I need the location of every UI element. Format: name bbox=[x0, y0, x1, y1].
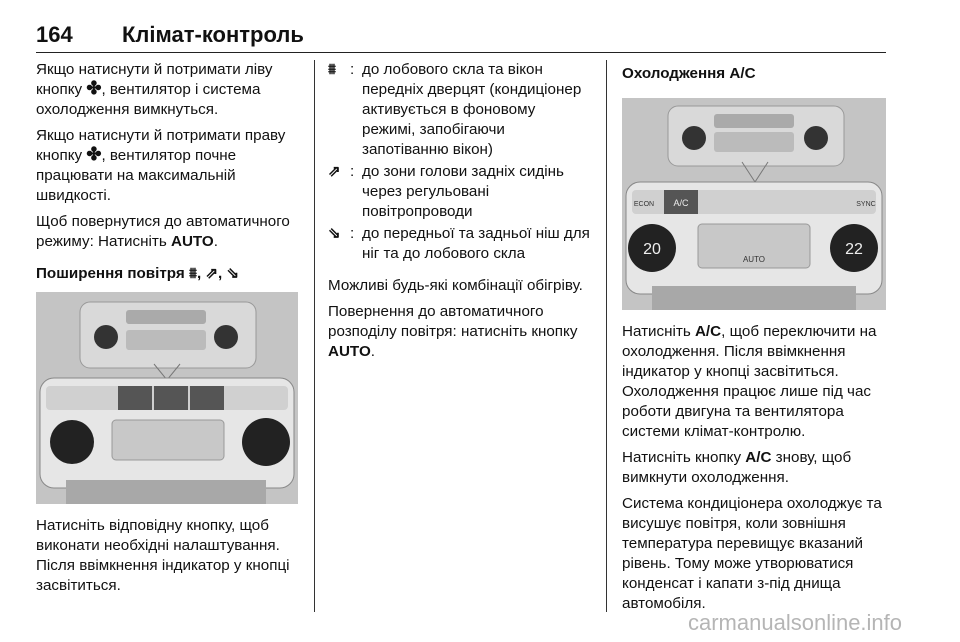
column-right bbox=[622, 60, 886, 620]
climate-panel-illustration bbox=[622, 98, 886, 310]
paragraph: Натисніть A/C, щоб переключити на охолодження. Після ввімкнення індикатор у кнопці засвітиться. Охолодження працює лише під час роботи двигуна та вентилятора системи клімат-контролю. bbox=[622, 323, 877, 440]
paragraph: Система кондиціонера охолоджує та висушує повітря, коли зовнішня температура перевищує вказаний рівень. Тому може утворюватися конденсат і капати з-під днища автомобіля. bbox=[622, 495, 882, 612]
section-heading: Поширення повітря ⩩, ⇗, ⇘ bbox=[36, 265, 240, 282]
column-divider bbox=[606, 60, 607, 612]
air-distribution-list bbox=[328, 60, 590, 264]
watermark: carmanualsonline.info bbox=[688, 610, 903, 635]
head-zone-icon: ⇗ bbox=[328, 163, 341, 180]
section-heading: Охолодження A/C bbox=[622, 65, 756, 82]
page-header bbox=[36, 20, 886, 53]
page-title: Клімат-контроль bbox=[122, 22, 304, 47]
paragraph: Щоб повернутися до автоматичного режиму: Натисніть AUTO. bbox=[36, 213, 290, 250]
econ-label: ECON bbox=[633, 201, 655, 208]
paragraph: Якщо натиснути й потримати праву кнопку ✤, вентилятор почне працювати на максимальній швидкості. bbox=[36, 127, 286, 204]
column-left bbox=[36, 60, 300, 602]
foot-zone-icon: ⇘ bbox=[328, 225, 341, 242]
ac-button-label: A/C bbox=[673, 198, 689, 208]
windscreen-icon: ⩩ bbox=[188, 265, 197, 282]
paragraph: Натисніть кнопку A/C знову, щоб вимкнути охолодження. bbox=[622, 449, 852, 486]
auto-label: AUTO bbox=[742, 255, 766, 264]
windscreen-icon: ⩩ bbox=[328, 61, 337, 78]
sync-label: SYNC bbox=[856, 201, 876, 208]
paragraph: Якщо натиснути й потримати ліву кнопку ✤, вентилятор і система охолодження вимкнуться. bbox=[36, 61, 273, 118]
temp-right: 22 bbox=[845, 241, 863, 258]
temp-left: 20 bbox=[643, 241, 661, 258]
head-zone-icon: ⇗ bbox=[205, 265, 219, 282]
list-item: ⇘ : до передньої та задньої ніш для ніг та до лобового скла bbox=[328, 225, 590, 262]
list-item: ⩩ : до лобового скла та вікон передніх дверцят (кондиціонер активується в фоновому режимі, запобігаючи запотіванню вікон) bbox=[328, 61, 582, 158]
figure-caption: Натисніть відповідну кнопку, щоб виконати необхідні налаштування. Після ввімкнення індикатор у кнопці засвітиться. bbox=[36, 517, 290, 594]
paragraph: Можливі будь-які комбінації обігріву. bbox=[328, 277, 583, 294]
fan-icon: ✤ bbox=[86, 144, 102, 164]
column-middle bbox=[328, 60, 590, 368]
paragraph: Повернення до автоматичного розподілу повітря: натисніть кнопку AUTO. bbox=[328, 303, 578, 360]
page-number: 164 bbox=[36, 22, 73, 47]
column-divider bbox=[314, 60, 315, 612]
list-item: ⇗ : до зони голови задніх сидінь через регульовані повітропроводи bbox=[328, 163, 564, 220]
fan-icon: ✤ bbox=[86, 78, 102, 98]
climate-panel-illustration bbox=[36, 292, 298, 504]
foot-zone-icon: ⇘ bbox=[226, 265, 240, 282]
